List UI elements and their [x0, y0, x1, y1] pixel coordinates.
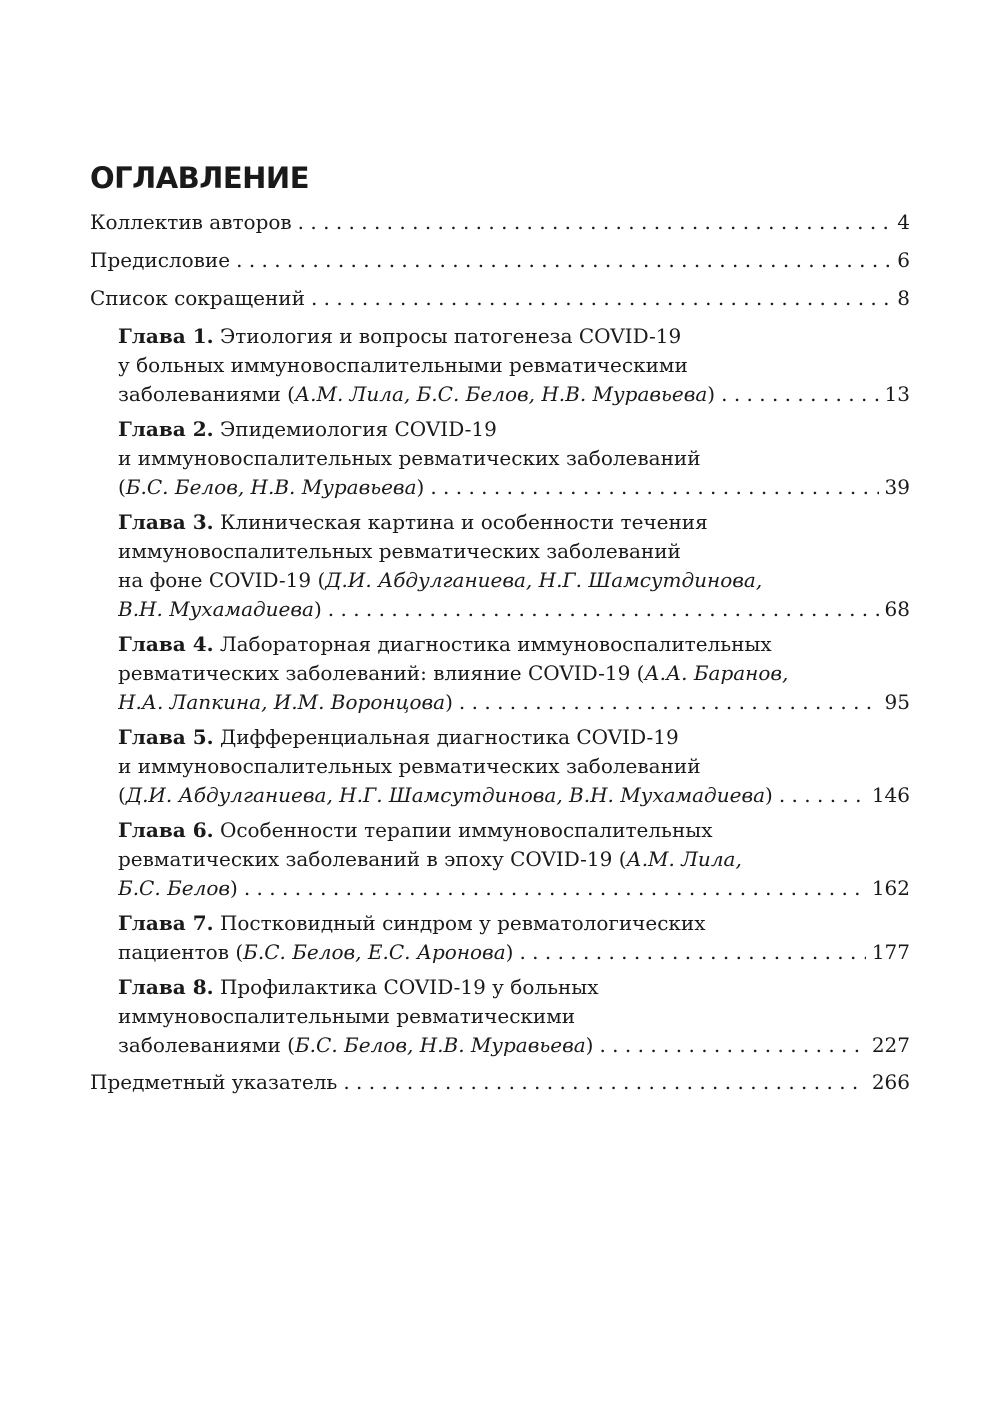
dot-leader — [298, 208, 892, 237]
chapter-title-close: ) — [313, 597, 322, 621]
dot-leader — [430, 473, 878, 502]
chapter-title-final — [118, 688, 453, 717]
page-number: 162 — [871, 876, 910, 900]
chapter-title-line: Эпидемиология COVID-19 — [219, 417, 497, 441]
chapter-title-close: ) — [445, 690, 453, 714]
chapter-title-text: ( — [118, 475, 126, 499]
page-number: 4 — [897, 210, 910, 234]
page-number: 6 — [897, 248, 910, 272]
toc-entry-chapter-3[interactable] — [90, 508, 910, 624]
chapter-title-line — [118, 845, 910, 874]
toc-entry-subject-index[interactable] — [90, 1068, 910, 1097]
toc-entry-line — [118, 816, 910, 845]
dot-leader — [244, 874, 866, 903]
chapter-title-line: Дифференциальная диагностика COVID-19 — [219, 725, 679, 749]
chapter-title-line: Клиническая картина и особенности течения — [219, 510, 708, 534]
chapter-title-final — [118, 595, 322, 624]
chapter-title-text: заболеваниями ( — [118, 382, 295, 406]
chapter-title-line-mixed: на фоне COVID-19 (Д.И. Абдулганиева, Н.Г. Шамсутдинова, — [118, 568, 763, 592]
toc-entry-line — [118, 688, 910, 717]
chapter-title-line: Этиология и вопросы патогенеза COVID-19 — [219, 324, 682, 348]
toc-entry-line — [118, 1031, 910, 1060]
chapter-authors: Д.И. Абдулганиева, Н.Г. Шамсутдинова, В.Н. Мухамадиева — [125, 783, 766, 807]
toc-entry-line — [118, 973, 910, 1002]
toc-entry-chapter-8[interactable] — [90, 973, 910, 1060]
page-number: 266 — [871, 1070, 910, 1094]
page-number: 95 — [884, 690, 910, 714]
toc-entry-line — [118, 938, 910, 967]
dot-leader — [328, 595, 879, 624]
chapter-label: Глава 6. — [118, 818, 214, 842]
chapter-title-text: заболеваниями ( — [118, 1033, 295, 1057]
chapter-title-line: Профилактика COVID-19 у больных — [219, 975, 599, 999]
chapter-title-line-mixed: ревматических заболеваний в эпоху COVID-19 (А.М. Лила, — [118, 847, 742, 871]
chapter-title-line: Лабораторная диагностика иммуновоспалительных — [219, 632, 772, 656]
toc-entry-line — [90, 284, 910, 313]
chapter-title-close: ) — [230, 876, 238, 900]
toc-entry-line — [90, 246, 910, 275]
chapter-label: Глава 2. — [118, 417, 214, 441]
toc-entry-line — [118, 595, 910, 624]
chapter-authors: Б.С. Белов, Е.С. Аронова — [243, 940, 506, 964]
page-number: 13 — [884, 382, 910, 406]
toc-entry-chapter-6[interactable] — [90, 816, 910, 903]
dot-leader — [779, 781, 866, 810]
toc-entry-line — [118, 723, 910, 752]
toc-list — [90, 208, 910, 1097]
chapter-title-final — [118, 473, 424, 502]
chapter-title-text: ( — [118, 783, 126, 807]
chapter-title-line: Постковидный синдром у ревматологических — [219, 911, 706, 935]
chapter-authors: В.Н. Мухамадиева — [118, 597, 314, 621]
toc-entry-chapter-4[interactable] — [90, 630, 910, 717]
chapter-authors: А.М. Лила, Б.С. Белов, Н.В. Муравьева — [294, 382, 708, 406]
toc-entry-line — [118, 630, 910, 659]
dot-leader — [343, 1068, 866, 1097]
toc-entry-line — [118, 508, 910, 537]
toc-entry-title: Предметный указатель — [90, 1070, 338, 1094]
page-number: 39 — [884, 475, 910, 499]
toc-entry-line — [118, 380, 910, 409]
toc-entry-line — [90, 1068, 910, 1097]
chapter-title-final — [118, 1031, 593, 1060]
toc-entry-title: Коллектив авторов — [90, 210, 292, 234]
toc-entry-title: Предисловие — [90, 248, 231, 272]
chapter-title-line: и иммуновоспалительных ревматических заболеваний — [118, 754, 701, 778]
chapter-title-line — [118, 566, 910, 595]
toc-entry-chapter-5[interactable] — [90, 723, 910, 810]
dot-leader — [311, 284, 891, 313]
chapter-label: Глава 7. — [118, 911, 214, 935]
chapter-title-line: иммуновоспалительными ревматическими — [118, 1004, 576, 1028]
page-number: 146 — [871, 783, 910, 807]
toc-entry-line — [118, 874, 910, 903]
page-number: 177 — [871, 940, 910, 964]
toc-entry-chapter-2[interactable] — [90, 415, 910, 502]
chapter-title-line: иммуновоспалительных ревматических заболеваний — [118, 539, 681, 563]
page-title: ОГЛАВЛЕНИЕ — [90, 161, 310, 195]
toc-entry-title: Список сокращений — [90, 286, 305, 310]
chapter-label: Глава 4. — [118, 632, 214, 656]
chapter-title-close: ) — [765, 783, 773, 807]
chapter-authors: Б.С. Белов, Н.В. Муравьева — [294, 1033, 586, 1057]
chapter-title-line: и иммуновоспалительных ревматических заболеваний — [118, 446, 701, 470]
dot-leader — [519, 938, 865, 967]
page-number: 227 — [871, 1033, 910, 1057]
chapter-title-close: ) — [416, 475, 425, 499]
chapter-title-close: ) — [707, 382, 716, 406]
chapter-title-line-mixed: ревматических заболеваний: влияние COVID-19 (А.А. Баранов, — [118, 661, 789, 685]
chapter-title-close: ) — [585, 1033, 594, 1057]
chapter-authors: Б.С. Белов — [118, 876, 231, 900]
chapter-authors: Б.С. Белов, Н.В. Муравьева — [125, 475, 417, 499]
toc-entry-authors-collective[interactable] — [90, 208, 910, 237]
chapter-title-line: у больных иммуновоспалительными ревматическими — [118, 353, 688, 377]
chapter-label: Глава 3. — [118, 510, 214, 534]
chapter-label: Глава 8. — [118, 975, 214, 999]
chapter-title-final — [118, 938, 513, 967]
dot-leader — [721, 380, 878, 409]
chapter-title-final — [118, 380, 715, 409]
dot-leader — [236, 246, 891, 275]
toc-entry-line — [118, 781, 910, 810]
page-number: 68 — [884, 597, 910, 621]
toc-entry-line — [118, 473, 910, 502]
toc-entry-abbreviations[interactable] — [90, 284, 910, 313]
dot-leader — [459, 688, 879, 717]
toc-entry-line — [118, 322, 910, 351]
dot-leader — [599, 1031, 865, 1060]
toc-entry-chapter-7[interactable] — [90, 909, 910, 967]
chapter-title-close: ) — [505, 940, 514, 964]
page-number: 8 — [897, 286, 910, 310]
toc-page — [90, 150, 910, 1106]
toc-entry-chapter-1[interactable] — [90, 322, 910, 409]
chapter-title-final — [118, 874, 238, 903]
chapter-title-line: Особенности терапии иммуновоспалительных — [219, 818, 713, 842]
toc-entry-preface[interactable] — [90, 246, 910, 275]
chapter-title-final — [118, 781, 773, 810]
toc-entry-line — [118, 415, 910, 444]
chapter-title-text: пациентов ( — [118, 940, 244, 964]
chapter-authors: Н.А. Лапкина, И.М. Воронцова — [118, 690, 446, 714]
toc-entry-line — [118, 909, 910, 938]
toc-entry-line — [90, 208, 910, 237]
chapter-title-line — [118, 659, 910, 688]
chapter-label: Глава 5. — [118, 725, 214, 749]
chapter-label: Глава 1. — [118, 324, 214, 348]
